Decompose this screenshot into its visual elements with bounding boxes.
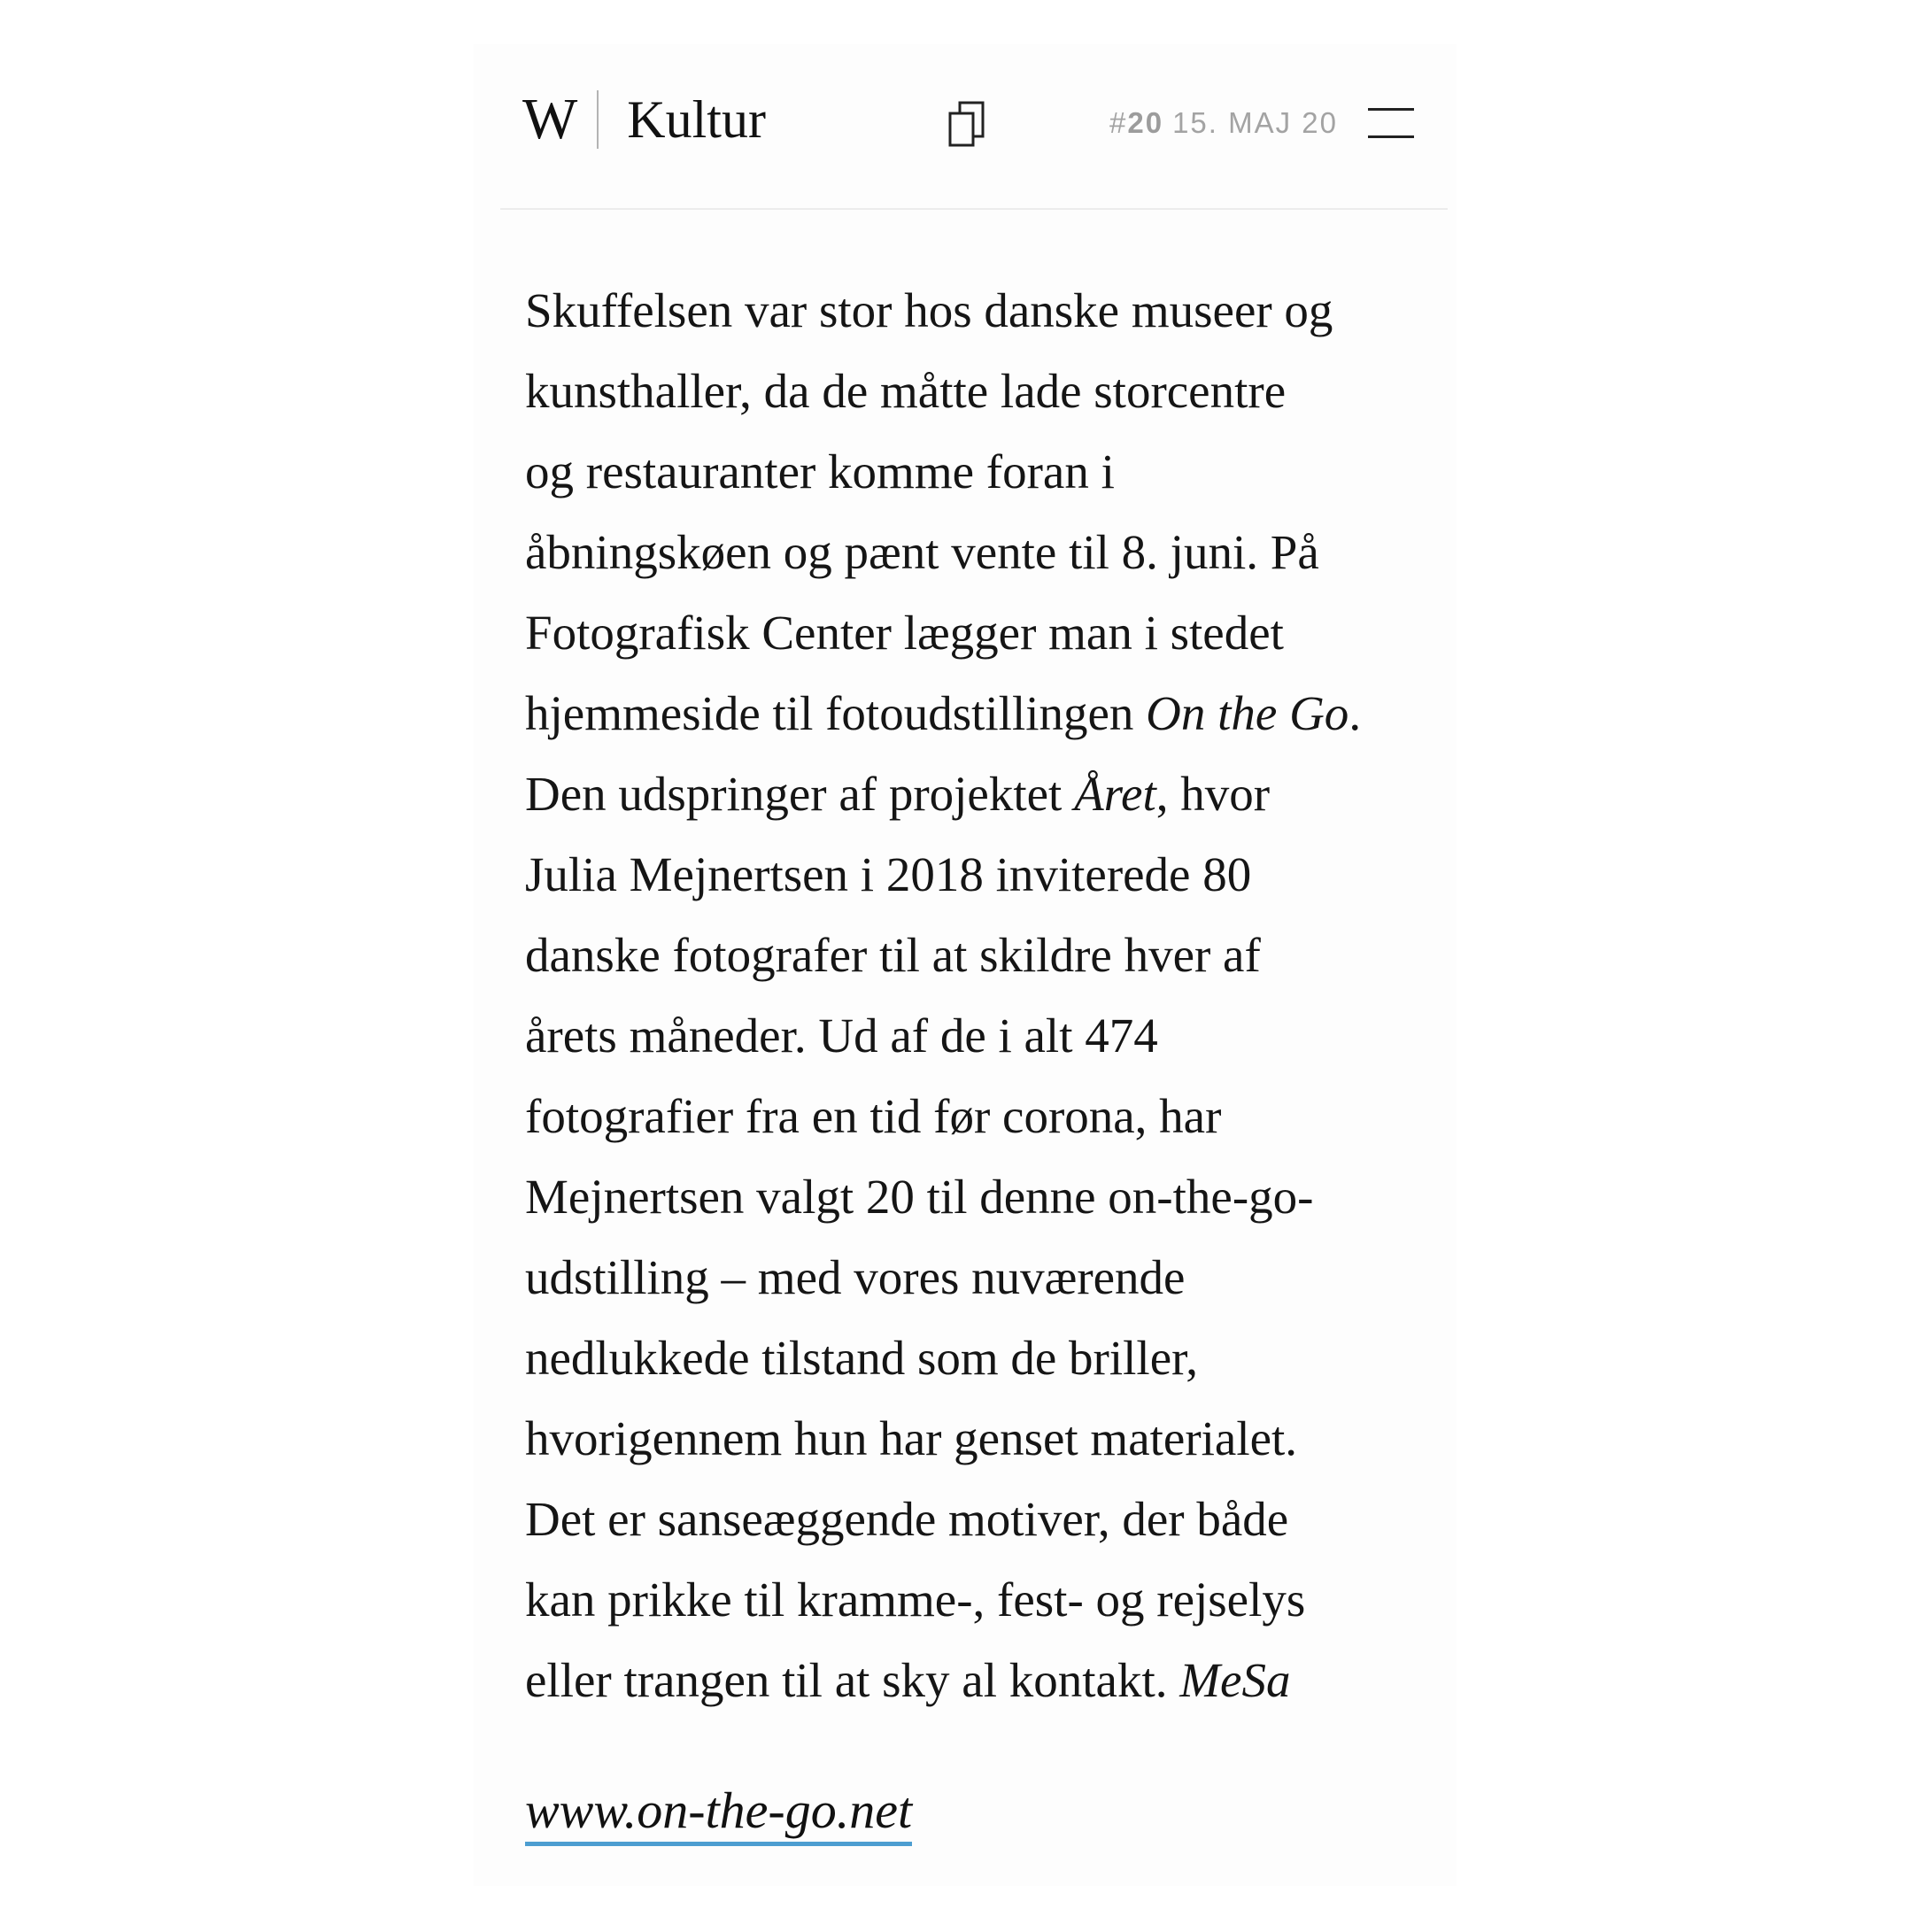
article-line: [525, 995, 1428, 1076]
article-text: Mejnertsen valgt 20 til denne on-the-go-: [525, 1170, 1314, 1224]
article-text: åbningskøen og pænt vente til 8. juni. På: [525, 525, 1319, 579]
article-line: [525, 915, 1428, 995]
article-line: [525, 1559, 1428, 1640]
article-line: [525, 753, 1428, 834]
article-line: [525, 270, 1428, 351]
article-italic: Året: [1074, 767, 1156, 821]
copy-icon[interactable]: [947, 99, 986, 149]
article-text: Fotografisk Center lægger man i stedet: [525, 606, 1284, 660]
article-text: kan prikke til kramme-, fest- og rejselys: [525, 1573, 1306, 1627]
article-text: og restauranter komme foran i: [525, 444, 1115, 498]
issue-date: 15. MAJ 20: [1172, 106, 1338, 139]
article-text: danske fotografer til at skildre hver af: [525, 928, 1261, 982]
menu-icon-bar: [1368, 135, 1414, 138]
article-line: [525, 592, 1428, 673]
article-text: hjemmeside til fotoudstillingen: [525, 686, 1147, 740]
article-body: [525, 270, 1428, 1720]
article-line: [525, 351, 1428, 431]
article-line: [525, 834, 1428, 915]
article-line: [525, 1237, 1428, 1318]
brand-divider: [597, 90, 599, 149]
article-text: årets måneder. Ud af de i alt 474: [525, 1009, 1158, 1063]
issue-info: [1109, 108, 1338, 137]
article-line: [525, 431, 1428, 512]
article-text: udstilling – med vores nuværende: [525, 1250, 1186, 1304]
article-text: Den udspringer af projektet: [525, 767, 1075, 821]
menu-icon[interactable]: [1368, 106, 1414, 138]
section-title[interactable]: Kultur: [627, 90, 766, 149]
article-line: [525, 1076, 1428, 1156]
top-bar: [500, 44, 1448, 210]
article-line: [525, 1398, 1428, 1479]
issue-prefix: #: [1109, 106, 1128, 139]
article-text: kunsthaller, da de måtte lade storcentre: [525, 364, 1287, 418]
menu-icon-bar: [1368, 108, 1414, 111]
article-text: , hvor: [1155, 767, 1271, 821]
article-italic: MeSa: [1179, 1653, 1291, 1707]
issue-number: 20: [1127, 106, 1164, 139]
article-line: [525, 1640, 1428, 1720]
app-screen: [474, 44, 1457, 1886]
article-line: [525, 512, 1428, 592]
article-text: hvorigennem hun har genset materialet.: [525, 1411, 1298, 1465]
article-text: fotografier fra en tid før corona, har: [525, 1089, 1222, 1143]
article-line: [525, 1318, 1428, 1398]
article-italic: On the Go: [1146, 686, 1349, 740]
logo[interactable]: W: [522, 87, 575, 151]
article-line: [525, 1479, 1428, 1559]
article-text: eller trangen til at sky al kontakt.: [525, 1653, 1180, 1707]
article-text: nedlukkede tilstand som de briller,: [525, 1331, 1198, 1385]
external-link[interactable]: www.on-the-go.net: [525, 1780, 912, 1846]
article-text: Julia Mejnertsen i 2018 inviterede 80: [525, 847, 1252, 901]
article-line: [525, 1156, 1428, 1237]
article-text: Det er sanseæggende motiver, der både: [525, 1492, 1289, 1546]
article-text: .: [1349, 686, 1362, 740]
article-text: Skuffelsen var stor hos danske museer og: [525, 283, 1333, 337]
article-line: [525, 673, 1428, 753]
brand[interactable]: [522, 84, 766, 155]
